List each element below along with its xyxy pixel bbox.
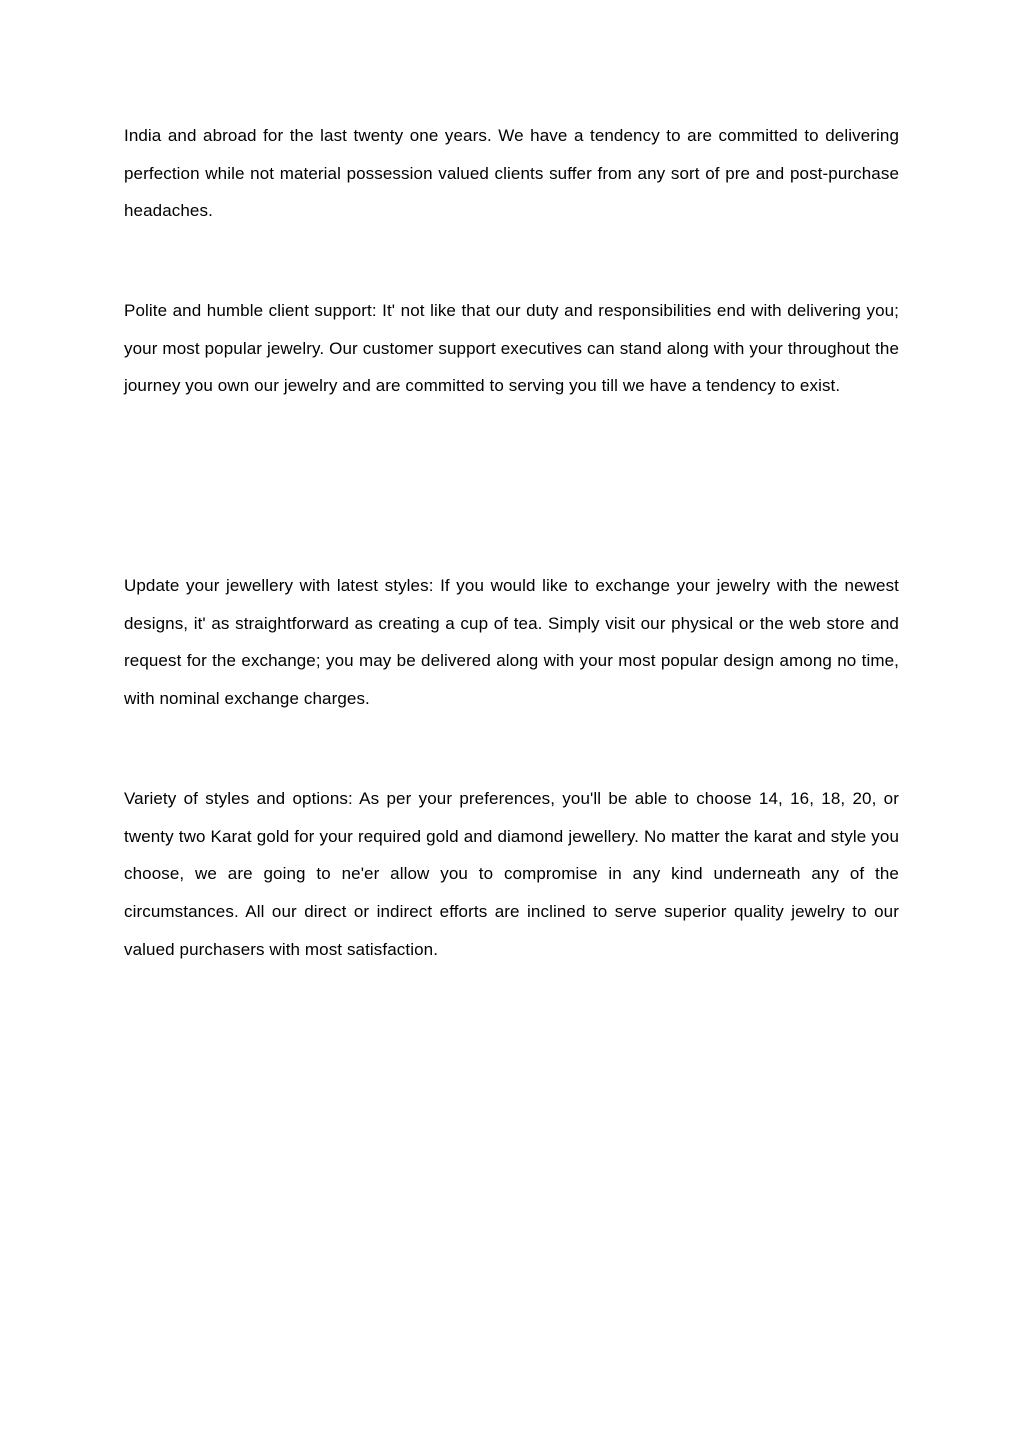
paragraph-client-support: Polite and humble client support: It' not like that our duty and responsibilities end with delivering you; your most popular jewelry. Our customer support executives can stand along with your throughout the journey you own our jewelry and are committed to serving you till we have a tendency to exist. (124, 301, 899, 396)
paragraph-update-jewellery: Update your jewellery with latest styles: If you would like to exchange your jewelry with the newest designs, it' as straightforward as creating a cup of tea. Simply visit our physical or the web store and request for the exchange; you may be delivered along with your most popular design among no time, with nominal exchange charges. (124, 576, 899, 709)
paragraph-variety-styles: Variety of styles and options: As per your preferences, you'll be able to choose 14, 16, 18, 20, or twenty two Karat gold for your required gold and diamond jewellery. No matter the karat and style you choose, we are going to ne'er allow you to compromise in any kind underneath any of the circumstances. All our direct or indirect efforts are inclined to serve superior quality jewelry to our valued purchasers with most satisfaction. (124, 789, 899, 959)
paragraph-intro: India and abroad for the last twenty one years. We have a tendency to are committed to delivering perfection while not material possession valued clients suffer from any sort of pre and post-purchase headaches. (124, 126, 899, 221)
